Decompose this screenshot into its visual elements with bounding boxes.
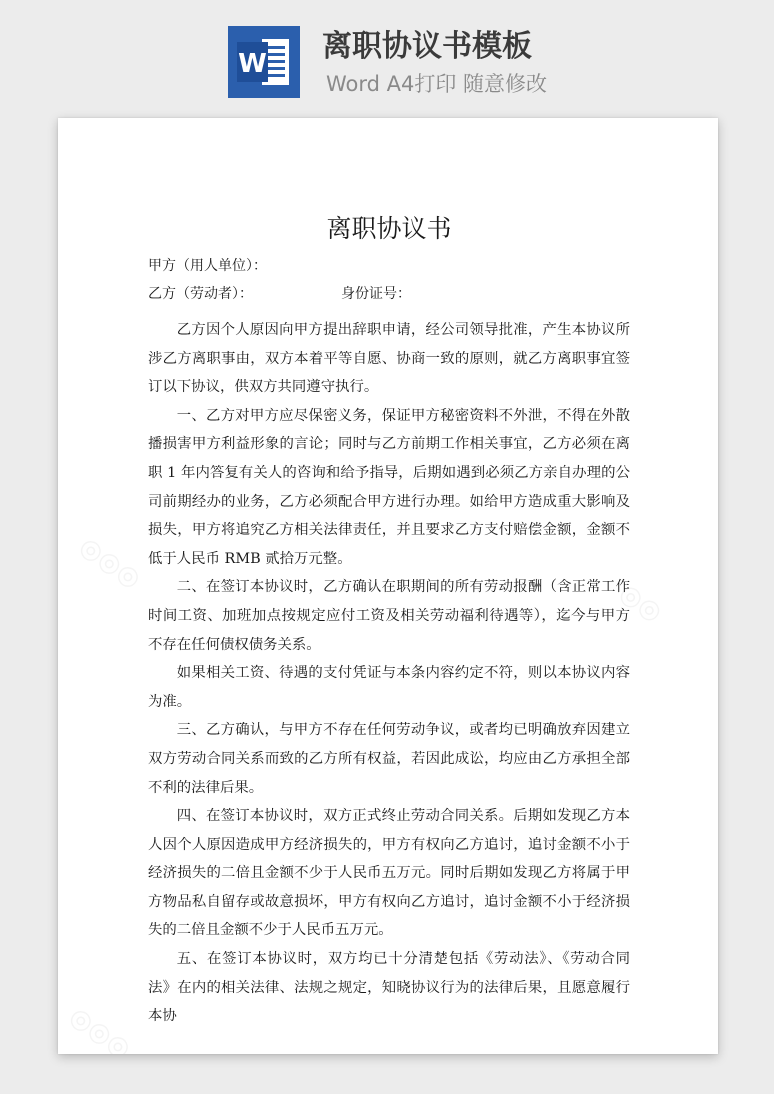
party-b-label: 乙方（劳动者）：: [148, 286, 253, 302]
page-title: 离职协议书模板: [322, 29, 532, 64]
paragraph-clause-4: 四、在签订本协议时，双方正式终止劳动合同关系。后期如发现乙方本人因个人原因造成甲方经济损失的，甲方有权向乙方追讨，追讨金额不小于经济损失的二倍且金额不少于人民币五万元。同时后期如发现乙方将属于甲方物品私自留存或故意损坏，甲方有权向乙方追讨，追讨金额不小于经济损失的二倍且金额不少于人民币五万元。: [148, 808, 630, 939]
paragraph-clause-1: 一、乙方对甲方应尽保密义务，保证甲方秘密资料不外泄，不得在外散播损害甲方利益形象的言论；同时与乙方前期工作相关事宜，乙方必须在离职 1 年内答复有关人的咨询和给予指导，后期如遇到必须乙方亲自办理的公司前期经办的业务，乙方必须配合甲方进行办理。如给甲方造成重大影响及损失，甲方将追究乙方相关法律责任，并且要求乙方支付赔偿金额，金额不低于人民币 RMB 贰拾万元整。: [148, 407, 630, 567]
page-subtitle: Word A4打印 随意修改: [326, 72, 548, 96]
document-body: [148, 208, 630, 1031]
paragraph-clause-3: 三、乙方确认，与甲方不存在任何劳动争议，或者均已明确放弃因建立双方劳动合同关系而致的乙方所有权益，若因此成讼，均应由乙方承担全部不利的法律后果。: [148, 722, 630, 796]
document-page: [58, 118, 718, 1054]
party-a-label: 甲方（用人单位）：: [148, 258, 267, 274]
party-a-line: [148, 252, 630, 280]
word-icon: [228, 26, 300, 98]
paragraph-clause-2: 二、在签订本协议时，乙方确认在职期间的所有劳动报酬（含正常工作时间工资、加班加点按规定应付工资及相关劳动福利待遇等），迄今与甲方不存在任何债权债务关系。: [148, 579, 630, 653]
paragraph-clause-2-note: 如果相关工资、待遇的支付凭证与本条内容约定不符，则以本协议内容为准。: [148, 665, 630, 710]
page-header: [0, 0, 774, 118]
watermark: [74, 531, 147, 595]
id-number-label: 身份证号：: [341, 286, 411, 302]
paragraph-intro: 乙方因个人原因向甲方提出辞职申请，经公司领导批准，产生本协议所涉乙方离职事由，双方本着平等自愿、协商一致的原则，就乙方离职事宜签订以下协议，供双方共同遵守执行。: [148, 322, 630, 396]
party-b-line: [148, 280, 630, 308]
paragraph-clause-5: 五、在签订本协议时，双方均已十分清楚包括《劳动法》、《劳动合同法》在内的相关法律、法规之规定，知晓协议行为的法律后果，且愿意履行本协: [148, 951, 630, 1025]
word-icon-letter: W: [238, 49, 267, 79]
document-title: 离职协议书: [326, 214, 452, 243]
watermark: [64, 1001, 137, 1054]
